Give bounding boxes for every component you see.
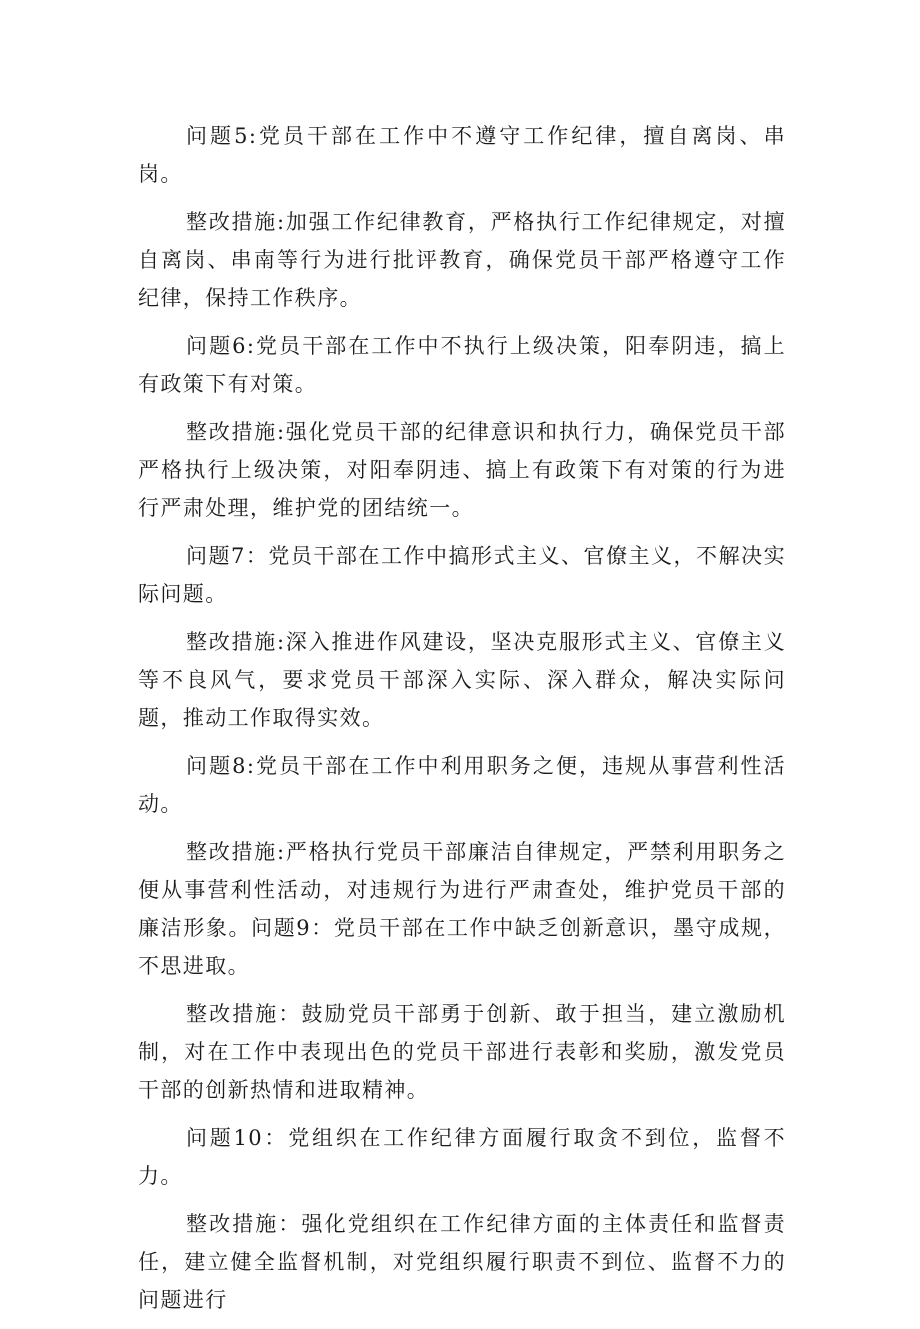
- paragraph-measure-6: 整改措施:强化党员干部的纪律意识和执行力，确保党员干部严格执行上级决策，对阳奉阴违、搞上有政策下有对策的行为进行严肃处理，维护党的团结统一。: [138, 420, 786, 520]
- paragraph-measure-10: 整改措施：强化党组织在工作纪律方面的主体责任和监督责任，建立健全监督机制，对党组织履行职责不到位、监督不力的问题进行: [138, 1212, 786, 1312]
- paragraph-problem-5: 问题5:党员干部在工作中不遵守工作纪律，擅自离岗、串岗。: [138, 124, 786, 186]
- paragraph-problem-10: 问题10：党组织在工作纪律方面履行取贪不到位，监督不力。: [138, 1126, 786, 1188]
- paragraph-problem-7: 问题7：党员干部在工作中搞形式主义、官僚主义，不解决实际问题。: [138, 544, 786, 606]
- paragraph-measure-9: 整改措施：鼓励党员干部勇于创新、敢于担当，建立激励机制，对在工作中表现出色的党员干部进行表彰和奖励，激发党员干部的创新热情和进取精神。: [138, 1002, 786, 1102]
- paragraph-measure-8: 整改措施:严格执行党员干部廉洁自律规定，严禁利用职务之便从事营利性活动，对违规行为进行严肃查处，维护党员干部的廉洁形象。问题9：党员干部在工作中缺乏创新意识，墨守成规，不思进取。: [138, 840, 786, 978]
- paragraph-problem-8: 问题8:党员干部在工作中利用职务之便，违规从事营利性活动。: [138, 754, 786, 816]
- paragraph-measure-7: 整改措施:深入推进作风建设，坚决克服形式主义、官僚主义等不良风气，要求党员干部深入实际、深入群众，解决实际问题，推动工作取得实效。: [138, 630, 786, 730]
- paragraph-problem-6: 问题6:党员干部在工作中不执行上级决策，阳奉阴违，搞上有政策下有对策。: [138, 334, 786, 396]
- paragraph-measure-5: 整改措施:加强工作纪律教育，严格执行工作纪律规定，对擅自离岗、串南等行为进行批评教育，确保党员干部严格遵守工作纪律，保持工作秩序。: [138, 210, 786, 310]
- document-body: [138, 117, 786, 1329]
